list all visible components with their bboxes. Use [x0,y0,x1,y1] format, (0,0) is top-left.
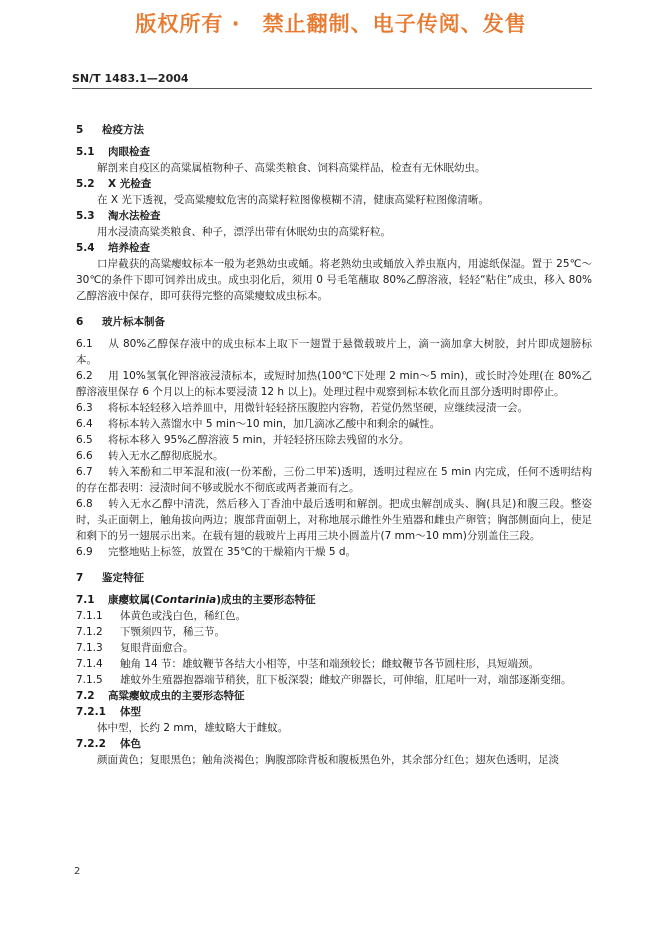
genus-name: Contarinia [154,594,217,606]
section-7-1-1-text [76,608,592,624]
section-7-2-2-heading [76,736,592,752]
section-7-1-heading [76,592,592,608]
section-title: 淘水法检查 [108,210,161,222]
clause-text: 下颚须四节，稀三节。 [120,626,225,638]
section-6-heading [76,314,592,330]
section-title: 培养检查 [108,242,150,254]
section-7-1-3-text [76,640,592,656]
section-6-9-text [76,544,592,560]
clause-text: 从 80%乙醇保存液中的成虫标本上取下一翅置于悬微载玻片上，滴一滴加拿大树胶，封片即成翅膀标本。 [76,338,592,366]
section-5-3-text: 用水浸渍高粱类粮食、种子，漂浮出带有休眠幼虫的高粱籽粒。 [97,226,391,238]
section-5-4-heading [76,240,592,256]
section-6-5-text [76,432,592,448]
clause-number: 6.3 [76,402,93,414]
section-title: 体型 [120,706,141,718]
section-title: X 光检查 [108,178,152,190]
clause-text: 转入无水乙醇中清洗，然后移入丁香油中最后透明和解剖。把成虫解剖成头、胸(具足)和腹三段。整姿时，头正面朝上，触角拔向两边；腹部背面朝上，对称地展示雌性外生殖器和雌虫产卵管；胸部侧面向上，使足和剩下的另一翅展示出来。在载有翅的载玻片上再用三块小圆盖片(7 mm～10 mm)分别盖住三段。 [76,498,592,542]
clause-number: 7.1.2 [76,626,103,638]
clause-text: 雄蚊外生殖器抱器端节稍狭，肛下板深裂；雌蚊产卵器长，可伸缩，肛尾叶一对，端部逐渐变细。 [120,674,572,686]
page-number: 2 [74,866,81,877]
section-number: 5.4 [76,242,95,254]
section-number: 7.1 [76,594,95,606]
clause-number: 7.1.1 [76,610,103,622]
clause-text: 触角 14 节：雄蚊鞭节各结大小相等，中茎和端颈较长；雌蚊鞭节各节圆柱形，具短端颈。 [120,658,540,670]
section-6-7-text [76,464,592,496]
copyright-watermark: 版权所有 · 禁止翻制、电子传阅、发售 [135,12,527,36]
section-title: 鉴定特征 [102,572,144,584]
section-number: 7.2 [76,690,95,702]
clause-text: 完整地贴上标签，放置在 35℃的干燥箱内干燥 5 d。 [108,546,357,558]
section-7-1-5-text [76,672,592,688]
section-title: 玻片标本制备 [102,316,165,328]
clause-text: 用 10%氢氧化钾溶液浸渍标本，或短时加热(100℃下处理 2 min～5 min)，或长时冷处理(在 80%乙醇溶液里保存 6 个月以上的标本要浸渍 12 h 以上)。处理过程中观察到标本软化而且部分透明时即停止。 [76,370,592,398]
section-title: 检疫方法 [102,124,144,136]
section-6-2-text [76,368,592,400]
section-5-4-text: 口岸截获的高粱瘿蚊标本一般为老熟幼虫或蛹。将老熟幼虫或蛹放入养虫瓶内，用滤纸保湿。置于 25℃～30℃的条件下即可饲养出成虫。成虫羽化后，须用 0 号毛笔蘸取 80%乙醇溶液，轻轻“粘住”成虫，移入 80%乙醇溶液中保存，即可获得完整的高粱瘿蚊成虫标本。 [76,258,592,302]
section-5-heading [76,122,592,138]
section-5-1-heading [76,144,592,160]
section-title-suffix: )成虫的主要形态特征 [216,594,316,606]
section-title: 肉眼检查 [108,146,150,158]
section-number: 5.1 [76,146,95,158]
section-5-1-text: 解剖来自疫区的高粱属植物种子、高粱类粮食、饲料高粱样品，检查有无休眠幼虫。 [97,162,486,174]
section-5-2-heading [76,176,592,192]
clause-number: 6.2 [76,370,93,382]
section-6-3-text [76,400,592,416]
section-number: 7.2.1 [76,706,106,718]
standard-code: SN/T 1483.1—2004 [72,72,189,85]
clause-text: 将标本轻轻移入培养皿中，用微针轻轻挤压腹腔内容物，若觉仍然坚硬，应继续浸渍一会。 [108,402,528,414]
section-7-1-4-text [76,656,592,672]
header-rule [72,88,592,89]
clause-number: 6.1 [76,338,93,350]
section-6-1-text [76,336,592,368]
clause-number: 7.1.3 [76,642,103,654]
section-7-2-heading [76,688,592,704]
section-number: 6 [76,316,84,328]
section-number: 7 [76,572,84,584]
section-7-2-1-text: 体中型，长约 2 mm，雄蚊略大于雌蚊。 [97,722,289,734]
clause-number: 6.5 [76,434,93,446]
clause-text: 复眼背面愈合。 [120,642,194,654]
section-6-4-text [76,416,592,432]
section-title: 高粱瘿蚊成虫的主要形态特征 [108,690,245,702]
clause-number: 6.6 [76,450,93,462]
section-5-3-heading [76,208,592,224]
clause-text: 转入无水乙醇彻底脱水。 [108,450,224,462]
section-7-2-2-text: 颜面黄色；复眼黑色；触角淡褐色；胸腹部除背板和腹板黑色外，其余部分红色；翅灰色透明，足淡 [97,754,559,766]
section-7-heading [76,570,592,586]
clause-text: 将标本移入 95%乙醇溶液 5 min，并轻轻挤压除去残留的水分。 [108,434,410,446]
section-number: 5 [76,124,84,136]
section-title: 体色 [120,738,141,750]
section-6-8-text [76,496,592,544]
section-5-2-text: 在 X 光下透视，受高粱瘿蚊危害的高粱籽粒图像模糊不清，健康高粱籽粒图像清晰。 [97,194,489,206]
section-7-1-2-text [76,624,592,640]
section-7-2-1-heading [76,704,592,720]
clause-text: 体黄色或浅白色，稀红色。 [120,610,246,622]
section-number: 5.2 [76,178,95,190]
section-number: 7.2.2 [76,738,106,750]
clause-number: 6.9 [76,546,93,558]
clause-number: 7.1.5 [76,674,103,686]
clause-number: 6.8 [76,498,93,510]
section-6-6-text [76,448,592,464]
section-title-prefix: 康瘿蚊属( [108,594,155,606]
section-number: 5.3 [76,210,95,222]
document-body [76,112,592,768]
clause-text: 将标本转入蒸馏水中 5 min～10 min，加几滴冰乙酸中和剩余的碱性。 [108,418,441,430]
clause-number: 6.7 [76,466,93,478]
clause-number: 6.4 [76,418,93,430]
clause-number: 7.1.4 [76,658,103,670]
clause-text: 转入苯酚和二甲苯混和液(一份苯酚，三份二甲苯)透明，透明过程应在 5 min 内完成，任何不透明结构的存在都表明：浸渍时间不够或脱水不彻底或两者兼而有之。 [76,466,592,494]
